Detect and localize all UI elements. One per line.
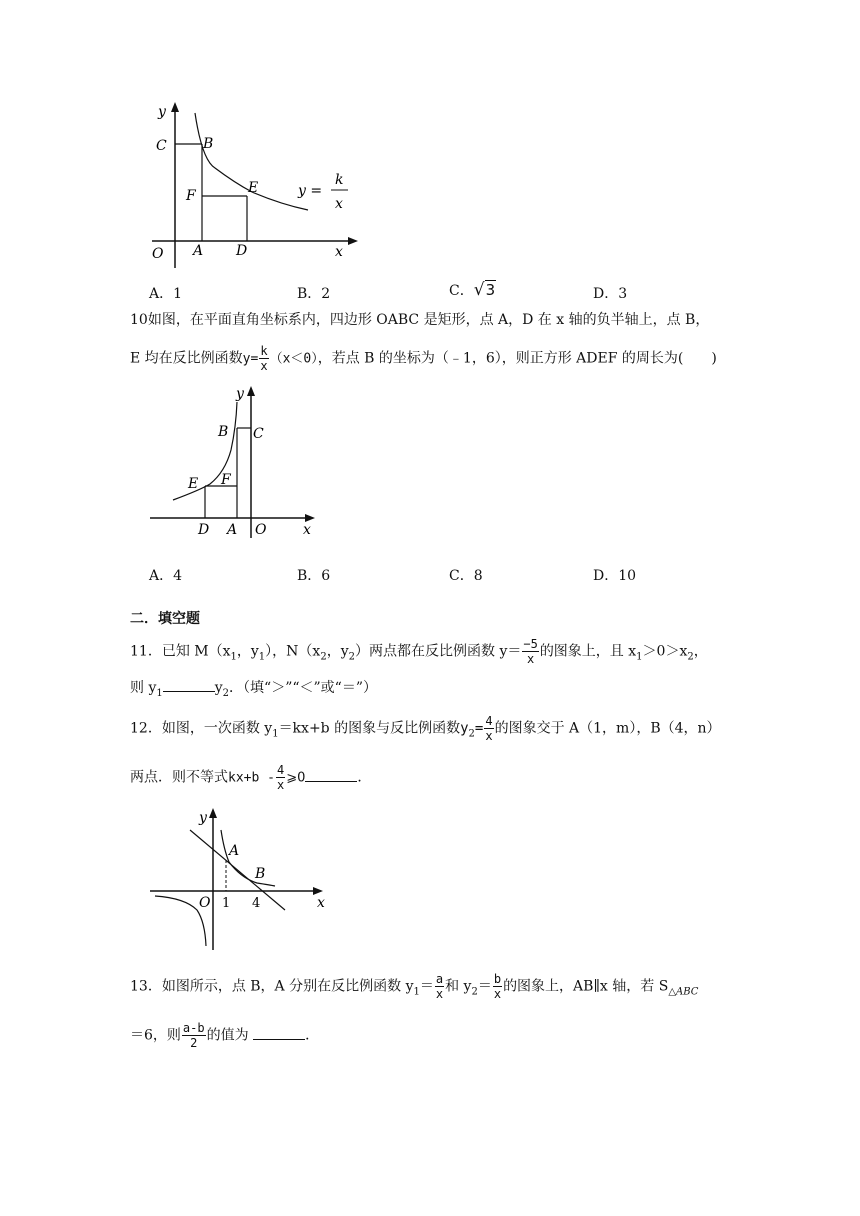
- y-axis-arrow: [209, 808, 217, 818]
- section-heading-fill-in: 二．填空题: [130, 611, 200, 627]
- equation-den: x: [335, 196, 343, 212]
- label-a: A: [227, 522, 238, 538]
- q10-func-fraction: $\frac{k}{x}$: [260, 344, 268, 373]
- q10-option-d[interactable]: D．10: [593, 568, 637, 584]
- q12-ineq-fraction: $\frac{4}{x}$: [276, 763, 285, 792]
- q13-line-2: ＝6，则 $\frac{a-b}{2}$ 的值为 ．: [130, 1021, 320, 1050]
- q9-option-c-radicand: 3: [485, 281, 496, 299]
- q10-option-c[interactable]: C．8: [449, 568, 483, 584]
- q9-option-d[interactable]: D．3: [593, 286, 628, 302]
- q10-number: 10: [130, 312, 148, 328]
- x-axis-arrow: [348, 237, 358, 245]
- q13-line-1: 13．如图所示，点 B，A 分别在反比例函数 $y_1=$ $\frac{a}{x}$ 和 $y_2=$ $\frac{b}{x}$ 的图象上，AB∥x 轴，若 $S_{\triangle ABC}$: [130, 972, 699, 1001]
- label-x: x: [317, 895, 325, 911]
- label-x: x: [303, 522, 311, 538]
- label-y: y: [158, 104, 166, 120]
- q13-answer-blank[interactable]: [253, 1025, 305, 1040]
- q12-line-2: 两点．则不等式kx+b - $\frac{4}{x}$ ⩾0 ．: [130, 763, 372, 792]
- label-b: B: [255, 866, 266, 882]
- q11-fraction: $\frac{-5}{x}$: [523, 637, 538, 666]
- q13-fraction-a: $\frac{a}{x}$: [435, 972, 444, 1001]
- q10-func-condition: （x＜0）: [269, 351, 318, 367]
- label-c: C: [156, 138, 167, 154]
- label-d: D: [198, 522, 210, 538]
- label-b: B: [203, 136, 214, 152]
- label-d: D: [236, 243, 248, 259]
- label-y: y: [199, 810, 207, 826]
- figure-q12-graph: [145, 800, 335, 952]
- q10-option-a[interactable]: A．4: [149, 568, 183, 584]
- label-e: E: [248, 180, 259, 196]
- figure-q9-graph: [140, 98, 370, 273]
- q10-stem-2a: E 均在反比例函数: [130, 350, 243, 367]
- sqrt-symbol: √: [473, 280, 485, 300]
- x-axis-arrow: [313, 887, 323, 895]
- y-axis-arrow: [247, 386, 255, 396]
- label-a: A: [193, 243, 204, 259]
- label-y: y: [236, 386, 244, 402]
- q10-option-b[interactable]: B．6: [297, 568, 331, 584]
- q9-option-c[interactable]: [449, 280, 496, 300]
- q10-func-lhs: y=: [242, 351, 259, 367]
- label-f: F: [221, 472, 231, 488]
- q10-line-1: [130, 310, 709, 330]
- y-axis-arrow: [171, 102, 179, 112]
- label-f: F: [186, 188, 196, 204]
- label-e: E: [188, 476, 199, 492]
- x-axis-arrow: [305, 514, 315, 522]
- q13-fraction-ab: $\frac{a-b}{2}$: [182, 1021, 205, 1050]
- q9-option-c-prefix: C．: [449, 283, 474, 299]
- label-a: A: [229, 843, 240, 859]
- q9-option-a[interactable]: A．1: [149, 286, 183, 302]
- label-b: B: [218, 424, 229, 440]
- label-o: O: [199, 895, 211, 911]
- label-c: C: [253, 426, 264, 442]
- q11-line-1: 11．已知 $M(x_1$，$y_1$），$N(x_2$，$y_2$）两点都在反比例函数 y＝ $\frac{-5}{x}$ 的图象上，且 $x_1>0>x_2$，: [130, 637, 708, 666]
- label-o: O: [255, 522, 267, 538]
- q10-stem-2b: ，若点 B 的坐标为（﹣1，6），则正方形 ADEF 的周长为( ): [317, 350, 717, 367]
- equation-num: k: [335, 172, 344, 188]
- figure-q10-graph: [145, 380, 325, 540]
- q11-line-2: 则 $y_1$ $y_2$．（填“＞”“＜”或“＝”）: [130, 677, 377, 704]
- q12-line-1: 12．如图，一次函数 $y_1=kx+b$ 的图象与反比例函数$y_2=$ $\frac{4}{x}$ 的图象交于 A（1，m），B（4，n）: [130, 714, 721, 743]
- q10-line-2: [130, 344, 717, 373]
- equation-lhs: y =: [298, 183, 323, 199]
- q13-fraction-b: $\frac{b}{x}$: [493, 972, 502, 1001]
- label-x: x: [335, 244, 343, 260]
- q11-answer-blank[interactable]: [163, 677, 215, 692]
- q9-option-b[interactable]: B．2: [297, 286, 331, 302]
- tick-label-4: 4: [252, 896, 261, 911]
- label-o: O: [152, 246, 164, 262]
- q12-fraction: $\frac{4}{x}$: [485, 714, 493, 743]
- q12-answer-blank[interactable]: [305, 767, 357, 782]
- tick-label-1: 1: [222, 896, 231, 911]
- q10-stem-1: 如图，在平面直角坐标系内，四边形 OABC 是矩形，点 A，D 在 x 轴的负半轴上，点 B，: [147, 312, 710, 328]
